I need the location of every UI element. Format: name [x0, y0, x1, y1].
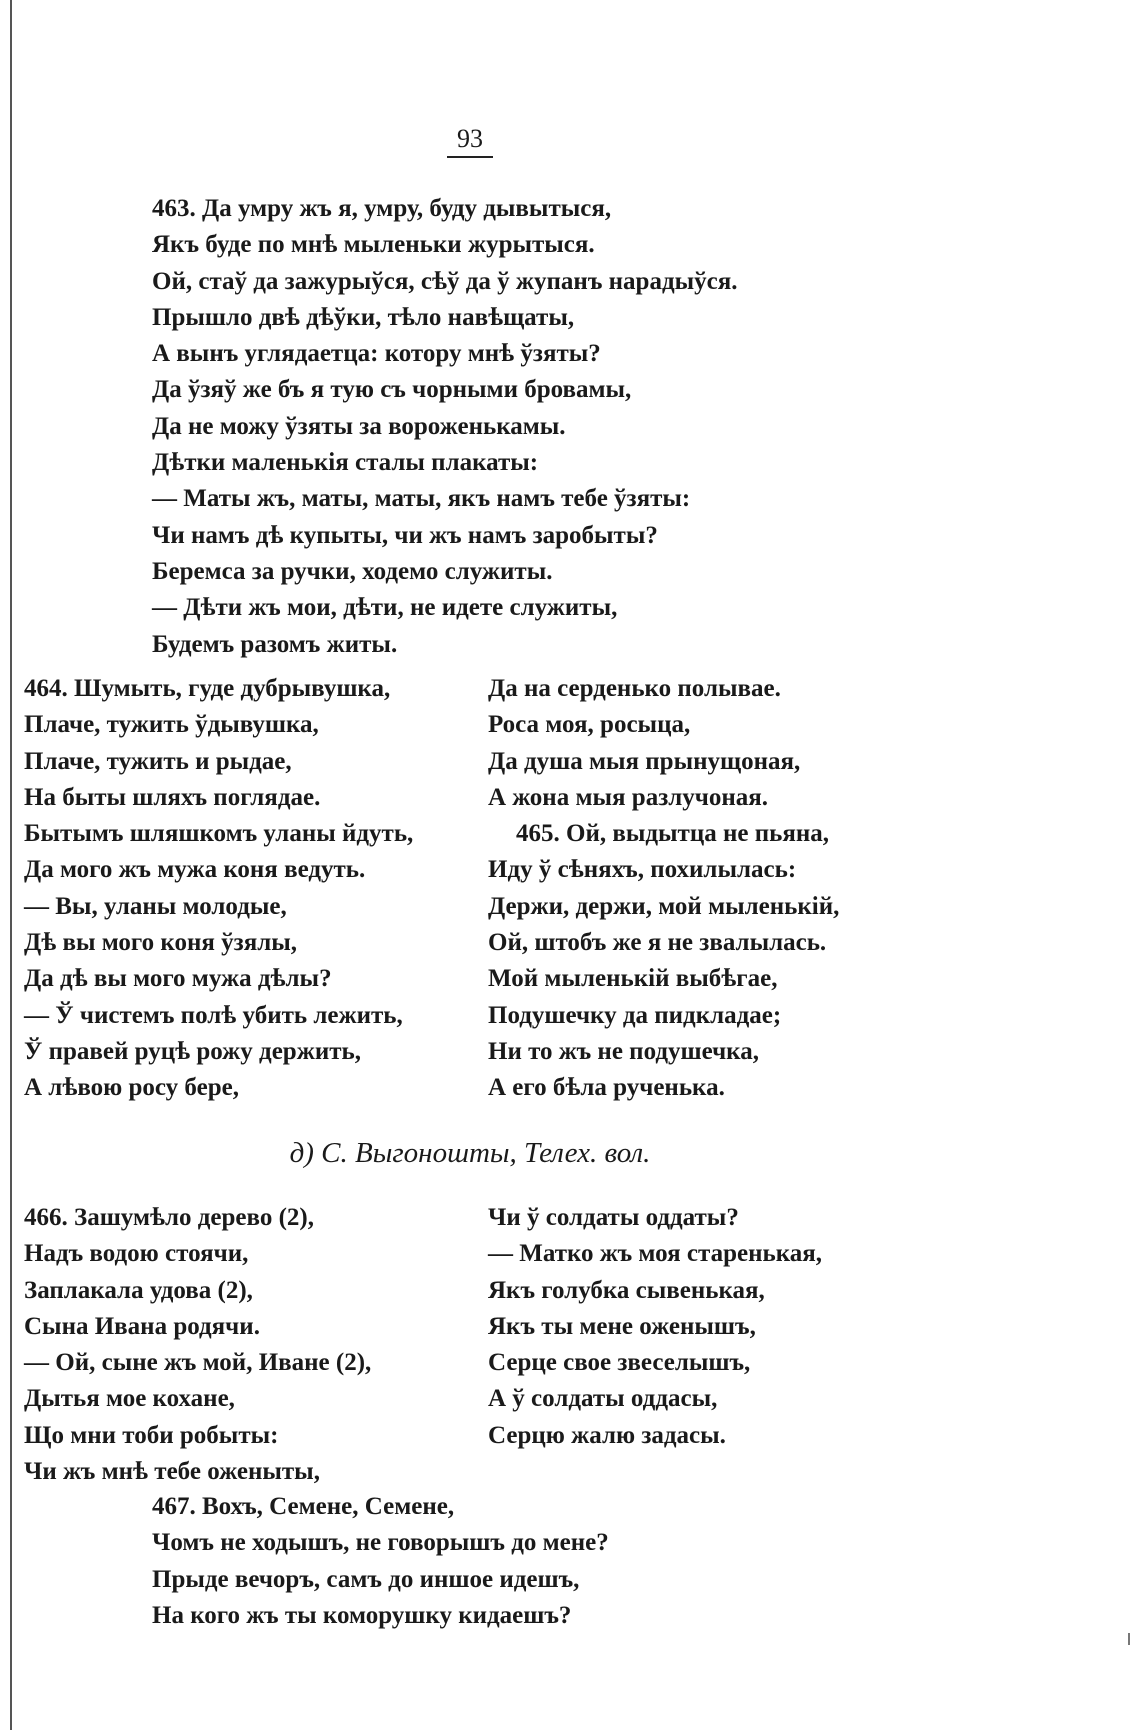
poem-line: Подушечку да пидкладае;	[488, 1001, 782, 1029]
poem-line: А его бѣла рученька.	[488, 1074, 725, 1102]
poem-line: Ни то жъ не подушечка,	[488, 1037, 759, 1065]
poem-number: 467	[152, 1493, 190, 1520]
poem-line: Дытья мое кохане,	[24, 1385, 235, 1413]
poem-number: 464	[24, 675, 62, 702]
poem-466-right-column	[488, 1200, 822, 1454]
poem-line: На кого жъ ты коморушку кидаешъ?	[152, 1601, 572, 1629]
poem-line: Дѣтки маленькія сталы плакаты:	[152, 449, 539, 477]
poem-line: — Маты жъ, маты, маты, якъ намъ тебе ўзяты:	[152, 485, 691, 513]
poem-line: Серцю жалю задасы.	[488, 1421, 726, 1449]
poem-line: Да ўзяў же бъ я тую съ чорными бровамы,	[152, 376, 632, 404]
poem-line: Якъ ты мене оженышъ,	[488, 1312, 756, 1340]
poem-line: Ў правей руцѣ рожу держить,	[24, 1037, 361, 1065]
poem-line: Да на серденько полывае.	[488, 675, 781, 702]
page-edge-line	[10, 0, 12, 1730]
poem-line: 466. Зашумѣло дерево (2),	[24, 1204, 315, 1231]
poem-line: 463. Да умру жъ я, умру, буду дывытыся,	[152, 195, 612, 222]
poem-line: Дѣ вы мого коня ўзялы,	[24, 929, 298, 957]
poem-number: 466	[24, 1204, 62, 1231]
poem-line: Якъ буде по мнѣ мыленьки журытыся.	[152, 231, 595, 259]
poem-line: Якъ голубка сывенькая,	[488, 1276, 765, 1304]
poem-line: 467. Вохъ, Семене, Семене,	[152, 1493, 455, 1520]
poem-line: Да не можу ўзяты за вороженькамы.	[152, 412, 566, 440]
poem-line: Ой, стаў да зажурыўся, сѣў да ў жупанъ нарадыўся.	[152, 267, 738, 295]
page-number: 93	[0, 124, 940, 158]
poem-464	[24, 671, 413, 1107]
poem-line: 465. Ой, выдытца не пьяна,	[516, 820, 830, 848]
poem-line: — Ой, сыне жъ мой, Иване (2),	[24, 1349, 372, 1377]
section-heading: д) С. Выгоношты, Телех. вол.	[289, 1137, 651, 1169]
page-mark	[1128, 1633, 1130, 1645]
poem-line: На быты шляхъ поглядае.	[24, 783, 321, 811]
poem-line: Ой, штобъ же я не звалылась.	[488, 929, 827, 957]
poem-line: А ў солдаты оддасы,	[488, 1385, 718, 1413]
poem-number: 463	[152, 195, 190, 222]
poem-line: Да душа мыя прынущоная,	[488, 747, 801, 775]
poem-466	[24, 1200, 371, 1490]
poem-line: А жона мыя разлучоная.	[488, 783, 769, 811]
poem-line: Що мни тоби робыты:	[24, 1421, 279, 1449]
poem-line: Роса моя, росыца,	[488, 711, 691, 739]
poem-463	[152, 191, 738, 663]
poem-line: Прыде вечоръ, самъ до иншое идешъ,	[152, 1565, 580, 1593]
poem-line: Да мого жъ мужа коня ведуть.	[24, 856, 366, 884]
poem-line: — Матко жъ моя старенькая,	[488, 1240, 823, 1268]
poem-line: Чи намъ дѣ купыты, чи жъ намъ заробыты?	[152, 521, 658, 549]
poem-line: — Ў чистемъ полѣ убить лежить,	[24, 1001, 403, 1029]
poem-line: Будемъ разомъ житы.	[152, 630, 398, 658]
poem-line: Бытымъ шляшкомъ уланы йдуть,	[24, 820, 414, 848]
poem-line: Чи жъ мнѣ тебе оженыты,	[24, 1458, 320, 1486]
poem-line: Мой мыленькій выбѣгае,	[488, 965, 778, 993]
poem-line: Плаче, тужить ўдывушка,	[24, 711, 319, 739]
poem-line: Иду ў сѣняхъ, похилылась:	[488, 856, 797, 884]
poem-line: Плаче, тужить и рыдае,	[24, 747, 292, 775]
poem-line: Заплакала удова (2),	[24, 1276, 253, 1304]
poem-line: Чомъ не ходышъ, не говорышъ до мене?	[152, 1529, 609, 1557]
poem-467	[152, 1489, 609, 1634]
poem-line: Серце свое звеселышъ,	[488, 1349, 751, 1377]
poem-line: — Вы, уланы молодые,	[24, 892, 287, 920]
poem-line: Да дѣ вы мого мужа дѣлы?	[24, 965, 332, 993]
poem-line: Сына Ивана родячи.	[24, 1312, 260, 1340]
poem-line: А вынъ углядаетца: котору мнѣ ўзяты?	[152, 340, 601, 368]
poem-line: 464. Шумыть, гуде дубрывушка,	[24, 675, 391, 702]
poem-line: Прышло двѣ дѣўки, тѣло навѣщаты,	[152, 303, 575, 331]
poem-line: Беремса за ручки, ходемо служиты.	[152, 557, 553, 585]
poem-line: Держи, держи, мой мыленькій,	[488, 892, 840, 920]
poem-line: — Дѣти жъ мои, дѣти, не идете служиты,	[152, 594, 618, 622]
poem-line: Чи ў солдаты оддаты?	[488, 1204, 739, 1231]
poem-number: 465	[516, 820, 554, 848]
poem-line: А лѣвою росу бере,	[24, 1074, 239, 1102]
right-column-top	[488, 671, 839, 1107]
poem-line: Надъ водою стоячи,	[24, 1240, 249, 1268]
